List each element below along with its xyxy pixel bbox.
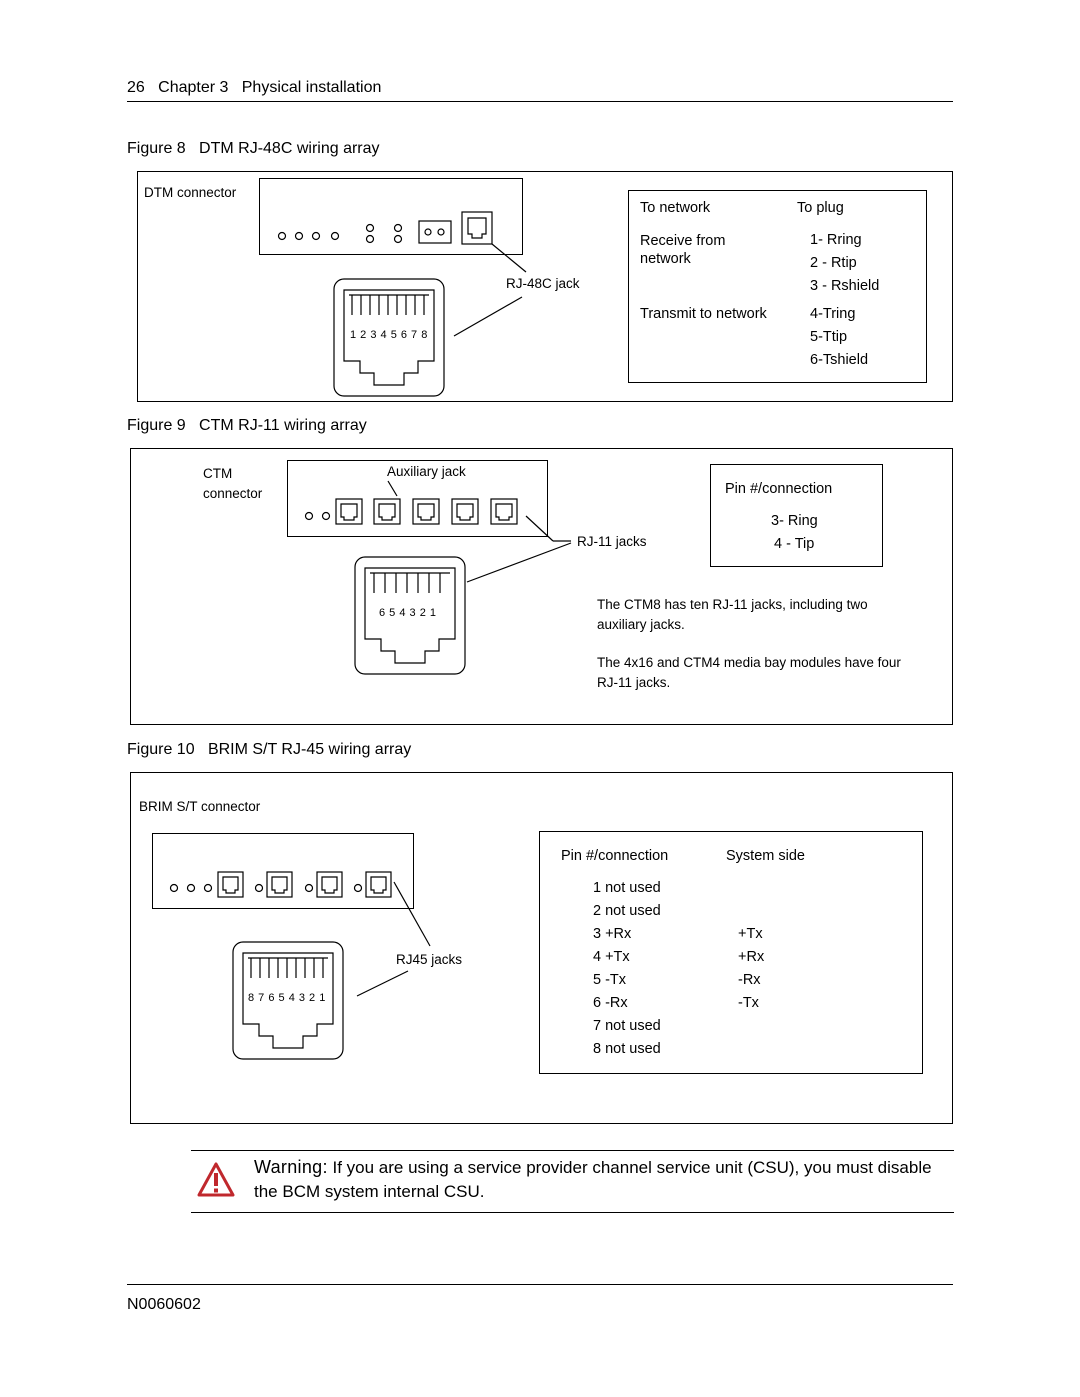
brim-connector-label: BRIM S/T connector <box>139 799 261 814</box>
warning-text: If you are using a service provider channel service unit (CSU), you must disable the BCM system internal CSU. <box>254 1158 932 1201</box>
fig8-row2-left: Transmit to network <box>640 306 767 322</box>
fig9-row-2: 4 - Tip <box>774 536 815 552</box>
warning-bottom-rule <box>191 1212 954 1213</box>
fig10-row-5-pin: 5 -Tx <box>593 972 627 988</box>
dtm-connector-label: DTM connector <box>144 185 237 200</box>
fig9-row-1: 3- Ring <box>771 513 818 529</box>
section-title: Physical installation <box>241 79 382 96</box>
fig8-col1-header: To network <box>640 200 711 216</box>
fig8-row1-left: Receive from network <box>640 233 726 267</box>
rj45-pin-numbers: 8 7 6 5 4 3 2 1 <box>248 992 326 1004</box>
warning-top-rule <box>191 1150 954 1151</box>
fig10-row-1-pin: 1 not used <box>593 880 661 896</box>
fig8-row1-right-3: 3 - Rshield <box>810 278 880 294</box>
fig9-note-2: The 4x16 and CTM4 media bay modules have four RJ-11 jacks. <box>597 655 901 690</box>
fig10-col1-header: Pin #/connection <box>561 848 669 864</box>
fig10-row-4-side: +Rx <box>738 949 765 965</box>
fig10-row-7-pin: 7 not used <box>593 1018 661 1034</box>
rj11-jacks-label: RJ-11 jacks <box>577 534 647 549</box>
ctm-connector-label-2: connector <box>203 486 263 501</box>
warning-triangle-icon <box>197 1162 235 1198</box>
warning-label: Warning: <box>254 1157 328 1177</box>
fig9-table-header: Pin #/connection <box>725 481 833 497</box>
fig10-col2-header: System side <box>726 848 805 864</box>
fig10-row-5-side: -Rx <box>738 972 761 988</box>
chapter-label: Chapter 3 <box>158 79 229 96</box>
rj45-jacks-label: RJ45 jacks <box>396 952 463 967</box>
figure-10-title: Figure 10 BRIM S/T RJ-45 wiring array <box>127 741 412 758</box>
fig8-row1-right-2: 2 - Rtip <box>810 255 857 271</box>
fig10-row-3-pin: 3 +Rx <box>593 926 632 942</box>
fig10-row-2-pin: 2 not used <box>593 903 661 919</box>
fig8-row2-right-2: 5-Ttip <box>810 329 848 345</box>
fig10-row-6-side: -Tx <box>738 995 759 1011</box>
warning-message <box>254 1155 934 1204</box>
fig8-row2-right-1: 4-Tring <box>810 306 856 322</box>
fig9-note-1: The CTM8 has ten RJ-11 jacks, including two auxiliary jacks. <box>597 597 868 632</box>
auxiliary-jack-label: Auxiliary jack <box>387 464 466 479</box>
ctm-connector-label-1: CTM <box>203 466 233 481</box>
figure-9-title: Figure 9 CTM RJ-11 wiring array <box>127 417 367 434</box>
rj48c-pin-numbers: 1 2 3 4 5 6 7 8 <box>350 329 428 341</box>
rj45-port <box>218 872 243 897</box>
rj45-port <box>366 872 391 897</box>
fig8-col2-header: To plug <box>797 200 844 216</box>
footer-rule <box>127 1284 953 1285</box>
rj11-pin-numbers: 6 5 4 3 2 1 <box>379 607 437 619</box>
fig10-row-8-pin: 8 not used <box>593 1041 661 1057</box>
rj45-port <box>317 872 342 897</box>
rj48c-jack-label: RJ-48C jack <box>506 276 580 291</box>
fig10-row-3-side: +Tx <box>738 926 763 942</box>
rj45-port <box>267 872 292 897</box>
fig10-row-4-pin: 4 +Tx <box>593 949 630 965</box>
page-number: 26 <box>127 79 145 96</box>
fig10-row-6-pin: 6 -Rx <box>593 995 628 1011</box>
fig8-row1-right-1: 1- Rring <box>810 232 862 248</box>
fig8-row2-right-3: 6-Tshield <box>810 352 869 368</box>
figure-8-title: Figure 8 DTM RJ-48C wiring array <box>127 140 380 157</box>
doc-number: N0060602 <box>127 1296 201 1313</box>
